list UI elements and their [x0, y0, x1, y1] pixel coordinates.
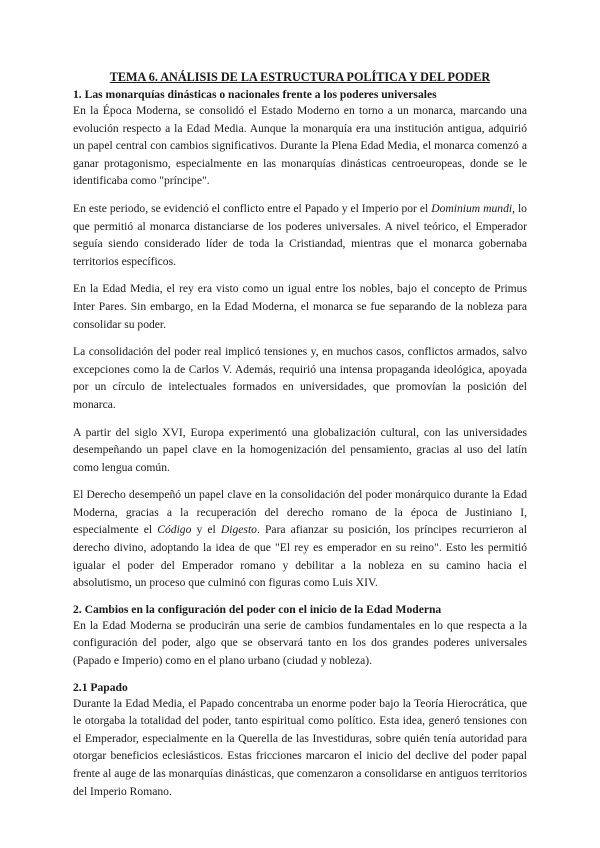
paragraph-text: En este periodo, se evidenció el conflicto entre el Papado y el Imperio por el — [73, 201, 432, 215]
paragraph-text: y el — [191, 523, 221, 537]
section-1-paragraph-5: A partir del siglo XVI, Europa experimentó una globalización cultural, con las universidades desempeñando un papel clave en la homogenización del pensamiento, gracias al uso del latín como lengua común. — [73, 425, 527, 474]
paragraph-text: , lo que permitió al monarca distanciarse de los poderes universales. A nivel teórico, el Emperador seguía siendo considerado líder de toda la Cristiandad, mientras que el monarca gobernaba territorios específicos. — [73, 201, 527, 268]
section-2-paragraph-1: En la Edad Moderna se producirán una serie de cambios fundamentales en lo que respecta a la configuración del poder, algo que se observará tanto en los dos grandes poderes universales (Papado e Imperio) como en el plano urbano (ciudad y nobleza). — [73, 618, 527, 668]
paragraph-text: El Derecho desempeñó un papel clave en la consolidación del poder monárquico durante la Edad Moderna, gracias a la recuperación del derecho romano de la época de Justiniano I, especialmente el — [73, 488, 527, 537]
section-1-heading: 1. Las monarquías dinásticas o nacionales frente a los poderes universales — [73, 88, 437, 101]
section-1-paragraph-1: En la Época Moderna, se consolidó el Estado Moderno en torno a un monarca, marcando una evolución respecto a la Edad Media. Aunque la monarquía era una institución antigua, adquirió un papel central con cambios significativos. Durante la Plena Edad Media, el monarca comenzó a ganar protagonismo, especialmente en las monarquías dinásticas centroeuropeas, donde se le identificaba como "príncipe". — [73, 104, 527, 188]
digesto-term: Digesto — [220, 523, 257, 537]
section-1-paragraph-3: En la Edad Media, el rey era visto como un igual entre los nobles, bajo el concepto de Primus Inter Pares. Sin embargo, en la Edad Moderna, el monarca se fue separando de la nobleza para consolidar su poder. — [73, 282, 527, 331]
codigo-term: Código — [157, 523, 192, 537]
document-title: TEMA 6. ANÁLISIS DE LA ESTRUCTURA POLÍTICA Y DEL PODER — [109, 70, 491, 84]
section-1-paragraph-4: La consolidación del poder real implicó tensiones y, en muchos casos, conflictos armados, salvo excepciones como la de Carlos V. Además, requirió una intensa propaganda ideológica, apoyada por un círculo de intelectuales formados en universidades, que promovían la posición del monarca. — [73, 345, 527, 411]
dominium-mundi-term: Dominium mundi — [431, 201, 513, 215]
section-1-paragraph-6 — [73, 486, 527, 592]
section-1-paragraph-2 — [73, 200, 527, 270]
section-2-1-heading: 2.1 Papado — [73, 680, 128, 694]
section-2-heading: 2. Cambios en la configuración del poder con el inicio de la Edad Moderna — [73, 602, 442, 616]
section-2-1-paragraph-1: Durante la Edad Media, el Papado concentraba un enorme poder bajo la Teoría Hierocrática, que le otorgaba la totalidad del poder, tanto espiritual como político. Esta idea, generó tensiones con el Emperador, especialmente en la Querella de las Investiduras, sobre quién tenía autoridad para otorgar beneficios eclesiásticos. Estas fricciones marcaron el inicio del declive del poder papal frente al auge de las monarquías dinásticas, que comenzaron a consolidarse en antiguos territorios del Imperio Romano. — [73, 696, 527, 798]
paragraph-text: . Para afianzar su posición, los príncipes recurrieron al derecho divino, adoptando la idea de que "El rey es emperador en su reino". Esto les permitió igualar el poder del Emperador romano y debilitar a la nobleza en su camino hacia el absolutismo, un proceso que culminó con figuras como Luis XIV. — [73, 523, 528, 590]
